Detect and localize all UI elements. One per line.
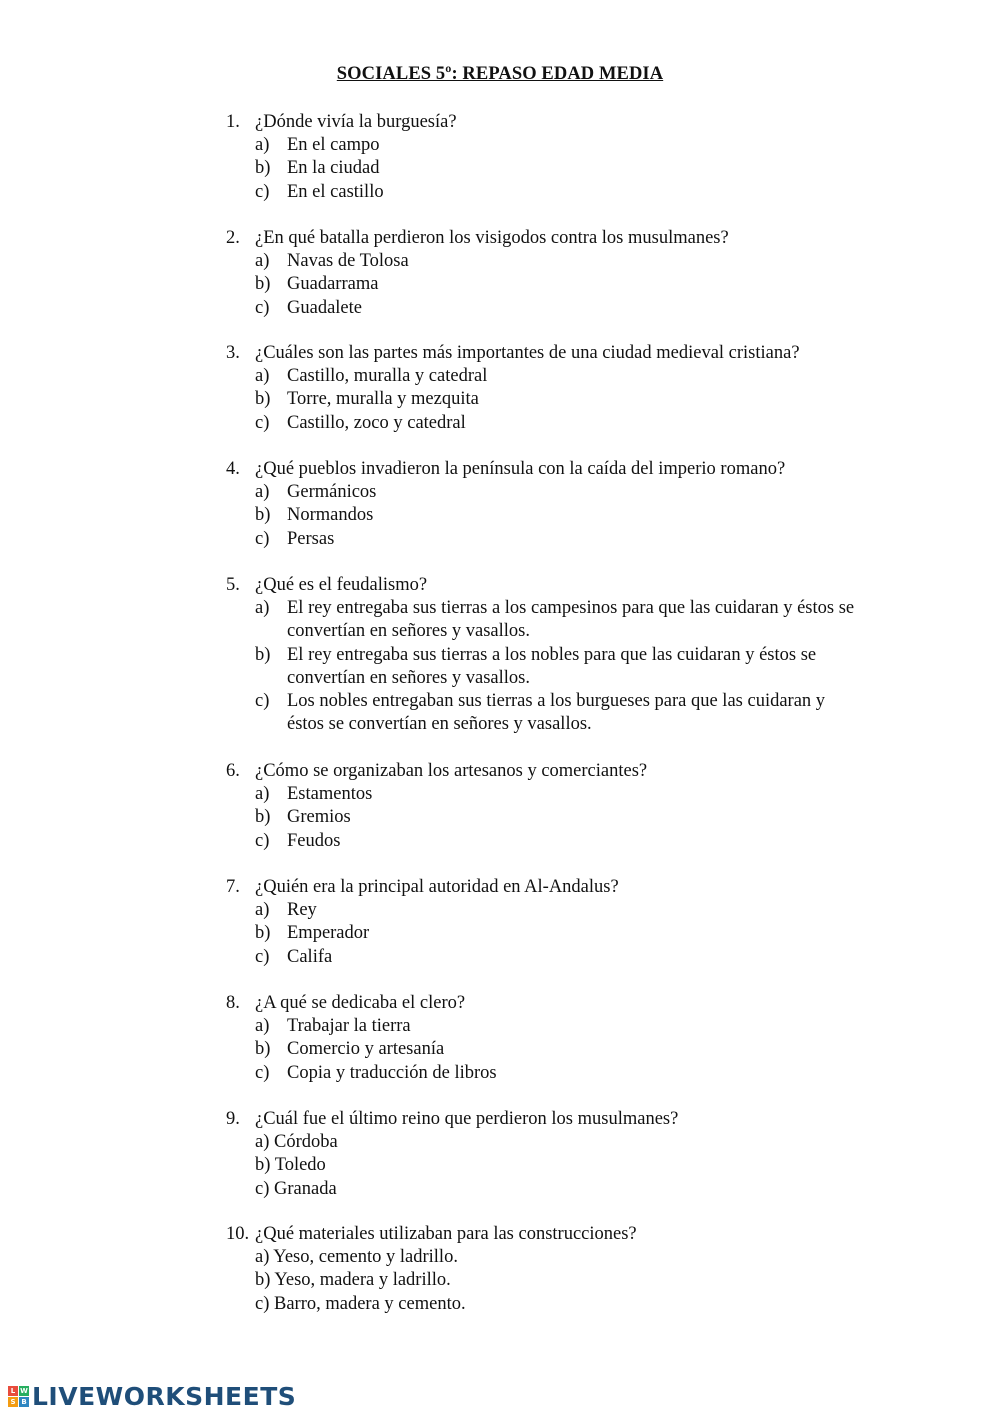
option-letter: c) [255, 181, 270, 202]
option-c[interactable] [0, 412, 1000, 435]
question-7 [0, 876, 1000, 969]
option-letter: a) [255, 1016, 270, 1037]
option-c[interactable] [0, 528, 1000, 551]
option-text: Los nobles entregaban sus tierras a los burgueses para que las cuidaran y éstos se convertían en señores y vasallos. [287, 691, 826, 735]
option-b[interactable] [0, 806, 1000, 829]
option-b[interactable] [0, 922, 1000, 945]
logo-tile: B [19, 1397, 29, 1407]
option-text: En el campo [287, 135, 380, 156]
option-text: Comercio y artesanía [287, 1039, 445, 1060]
option-letter: c) [255, 691, 270, 711]
option-letter: a) [255, 135, 270, 156]
question-number: 8. [226, 993, 240, 1013]
option-c[interactable] [0, 690, 1000, 736]
option-a[interactable] [0, 597, 1000, 643]
option-b[interactable]: b) Toledo [255, 1155, 326, 1176]
option-letter: a) [255, 900, 270, 921]
option-c[interactable]: c) Granada [255, 1178, 337, 1199]
option-letter: c) [255, 297, 270, 318]
option-text: Trabajar la tierra [287, 1016, 411, 1037]
question-8 [0, 992, 1000, 1085]
question-text: ¿Qué materiales utilizaban para las construcciones? [255, 1224, 637, 1244]
question-number: 2. [226, 228, 240, 248]
option-text: Califa [287, 946, 333, 967]
option-a[interactable] [0, 783, 1000, 806]
option-b[interactable] [0, 504, 1000, 527]
option-a[interactable] [0, 250, 1000, 273]
option-text: Feudos [287, 830, 341, 851]
option-letter: b) [255, 807, 271, 828]
question-text: ¿Dónde vivía la burguesía? [255, 112, 457, 132]
question-9 [0, 1108, 1000, 1201]
option-letter: c) [255, 946, 270, 967]
option-letter: c) [255, 528, 270, 549]
question-number: 3. [226, 343, 240, 363]
option-a[interactable] [0, 481, 1000, 504]
question-6 [0, 760, 1000, 853]
option-c[interactable]: c) Barro, madera y cemento. [255, 1293, 466, 1314]
option-letter: c) [255, 830, 270, 851]
option-b[interactable] [0, 273, 1000, 296]
page-title: SOCIALES 5º: REPASO EDAD MEDIA [336, 64, 664, 84]
logo-tile: L [8, 1386, 18, 1396]
option-letter: b) [255, 923, 271, 944]
option-c[interactable] [0, 297, 1000, 320]
option-text: En el castillo [287, 181, 384, 202]
question-text: ¿Qué es el feudalismo? [255, 575, 428, 595]
question-number: 5. [226, 575, 240, 595]
option-text: El rey entregaba sus tierras a los nobles para que las cuidaran y éstos se convertían en señores y vasallos. [287, 644, 817, 688]
option-letter: a) [255, 598, 270, 619]
option-a[interactable] [0, 365, 1000, 388]
liveworksheets-logo-icon [8, 1386, 29, 1407]
option-text: Castillo, zoco y catedral [287, 412, 466, 433]
option-letter: b) [255, 158, 271, 179]
option-b[interactable]: b) Yeso, madera y ladrillo. [255, 1270, 451, 1291]
question-2 [0, 227, 1000, 320]
question-number: 4. [226, 459, 240, 479]
question-number: 7. [226, 877, 240, 897]
option-b[interactable] [0, 157, 1000, 180]
option-c[interactable] [0, 946, 1000, 969]
option-c[interactable] [0, 181, 1000, 204]
option-a[interactable] [0, 134, 1000, 157]
question-text: ¿Cuál fue el último reino que perdieron los musulmanes? [255, 1109, 679, 1129]
option-text: Copia y traducción de libros [287, 1062, 497, 1083]
question-text: ¿Cómo se organizaban los artesanos y comerciantes? [255, 761, 648, 781]
question-1 [0, 111, 1000, 204]
footer-logo [8, 1380, 296, 1412]
option-text: Estamentos [287, 784, 373, 805]
question-3 [0, 342, 1000, 435]
question-number: 10. [226, 1224, 250, 1244]
logo-tile: W [20, 1386, 28, 1395]
option-text: Torre, muralla y mezquita [287, 389, 479, 410]
option-letter: b) [255, 274, 271, 295]
option-text: Rey [287, 900, 317, 921]
option-letter: b) [255, 644, 271, 665]
option-letter: a) [255, 784, 270, 805]
option-b[interactable] [0, 388, 1000, 411]
question-number: 6. [226, 761, 240, 781]
option-letter: b) [255, 1039, 271, 1060]
option-a[interactable]: a) Córdoba [255, 1132, 338, 1153]
question-10 [0, 1223, 1000, 1316]
logo-tile: S [8, 1397, 18, 1407]
option-text: Guadalete [287, 297, 362, 318]
option-text: Germánicos [287, 482, 377, 503]
option-letter: b) [255, 389, 271, 410]
option-letter: a) [255, 251, 270, 272]
question-number: 9. [226, 1109, 240, 1129]
question-text: ¿Cuáles son las partes más importantes de una ciudad medieval cristiana? [255, 343, 800, 363]
option-a[interactable]: a) Yeso, cemento y ladrillo. [255, 1247, 458, 1268]
option-text: Emperador [287, 923, 370, 944]
brand-name: LIVEWORKSHEETS [32, 1381, 297, 1411]
question-text: ¿A qué se dedicaba el clero? [255, 993, 466, 1013]
option-text: Normandos [287, 505, 374, 526]
option-letter: c) [255, 1062, 270, 1083]
option-c[interactable] [0, 1062, 1000, 1085]
option-text: Persas [287, 528, 335, 549]
option-text: En la ciudad [287, 158, 380, 179]
option-letter: a) [255, 482, 270, 503]
option-b[interactable] [0, 644, 1000, 690]
question-text: ¿Qué pueblos invadieron la península con la caída del imperio romano? [255, 459, 786, 479]
question-4 [0, 458, 1000, 551]
question-text: ¿Quién era la principal autoridad en Al-Andalus? [255, 877, 619, 897]
option-c[interactable] [0, 830, 1000, 853]
option-text: Guadarrama [287, 274, 379, 295]
option-letter: b) [255, 505, 271, 526]
question-text: ¿En qué batalla perdieron los visigodos contra los musulmanes? [255, 228, 729, 248]
option-a[interactable] [0, 899, 1000, 922]
option-b[interactable] [0, 1038, 1000, 1061]
option-text: Castillo, muralla y catedral [287, 366, 488, 387]
option-letter: a) [255, 366, 270, 387]
question-number: 1. [226, 112, 240, 132]
option-a[interactable] [0, 1015, 1000, 1038]
option-letter: c) [255, 412, 270, 433]
option-text: Gremios [287, 807, 351, 828]
option-text: El rey entregaba sus tierras a los campesinos para que las cuidaran y éstos se convertían en señores y vasallos. [287, 598, 855, 642]
option-text: Navas de Tolosa [287, 251, 409, 272]
question-5 [0, 574, 1000, 736]
